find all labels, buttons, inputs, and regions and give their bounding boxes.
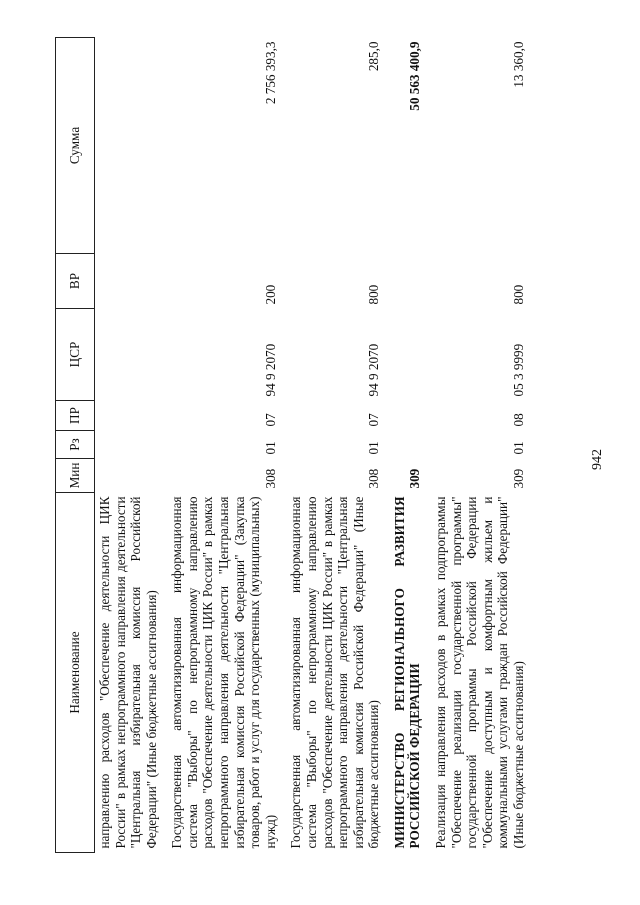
row-name: направлению расходов "Обеспечение деятельности ЦИК России" в рамках непрограммного направления деятельности "Центральная избирательная комиссия Российской Федерации" (Иные бюджетные ассигнования) <box>97 496 159 849</box>
row-min: 309 <box>510 468 526 489</box>
row-vr <box>95 254 166 309</box>
row-csr: 94 9 2070 <box>366 343 382 397</box>
table-row <box>165 38 284 853</box>
row-vr <box>388 254 429 309</box>
row-pr: 07 <box>366 413 382 427</box>
header-csr: ЦСР <box>56 309 95 401</box>
header-pr: ПР <box>56 401 95 431</box>
row-min: 309 <box>407 468 423 489</box>
header-sum: Сумма <box>56 38 95 254</box>
row-sum <box>95 38 166 254</box>
row-pr: 08 <box>510 413 526 427</box>
row-rz: 01 <box>366 441 382 455</box>
row-min <box>95 459 166 493</box>
budget-table <box>55 37 532 853</box>
table-row <box>429 38 532 853</box>
table-header-row <box>56 38 95 853</box>
row-rz <box>95 431 166 459</box>
row-name: Государственная автоматизированная информационная система "Выборы" по непрограммному направлению расходов "Обеспечение деятельности ЦИК России" в рамках непрограммного направления деятельности "Центральная избирательная комиссия Российской Федерации" (Закупка товаров, работ и услуг для государственных (муниципальных) нужд) <box>169 496 278 849</box>
row-csr: 05 3 9999 <box>510 343 526 397</box>
table-row <box>95 38 166 853</box>
row-sum: 285,0 <box>366 41 382 72</box>
header-name: Наименование <box>56 493 95 853</box>
row-name: Реализация направления расходов в рамках подпрограммы "Обеспечение реализации государственной программы" государственной программы Российской Федерации "Обеспечение доступным и комфортным жильем и коммунальными услугами граждан Российской Федерации" (Иные бюджетные ассигнования) <box>432 496 526 849</box>
row-rz <box>388 431 429 459</box>
row-vr: 800 <box>510 284 526 305</box>
row-vr: 200 <box>262 284 278 305</box>
row-pr: 07 <box>262 413 278 427</box>
header-vr: ВР <box>56 254 95 309</box>
page-number: 942 <box>590 449 605 470</box>
row-vr: 800 <box>366 284 382 305</box>
header-min: Мин <box>56 459 95 493</box>
table-row <box>284 38 387 853</box>
row-min: 308 <box>262 468 278 489</box>
row-pr <box>95 401 166 431</box>
row-csr <box>95 309 166 401</box>
row-rz: 01 <box>510 441 526 455</box>
row-sum: 2 756 393,3 <box>262 41 278 105</box>
table-row <box>388 38 429 853</box>
row-rz: 01 <box>262 441 278 455</box>
header-rz: Рз <box>56 431 95 459</box>
row-name: Государственная автоматизированная информационная система "Выборы" по непрограммному направлению расходов "Обеспечение деятельности ЦИК России" в рамках непрограммного направления деятельности "Центральная избирательная комиссия Российской Федерации" (Иные бюджетные ассигнования) <box>288 496 382 849</box>
row-pr <box>388 401 429 431</box>
row-min: 308 <box>366 468 382 489</box>
row-sum: 13 360,0 <box>510 41 526 88</box>
row-name: МИНИСТЕРСТВО РЕГИОНАЛЬНОГО РАЗВИТИЯ РОССИЙСКОЙ ФЕДЕРАЦИИ <box>391 496 423 849</box>
row-csr <box>388 309 429 401</box>
row-csr: 94 9 2070 <box>262 343 278 397</box>
row-sum: 50 563 400,9 <box>407 41 423 111</box>
